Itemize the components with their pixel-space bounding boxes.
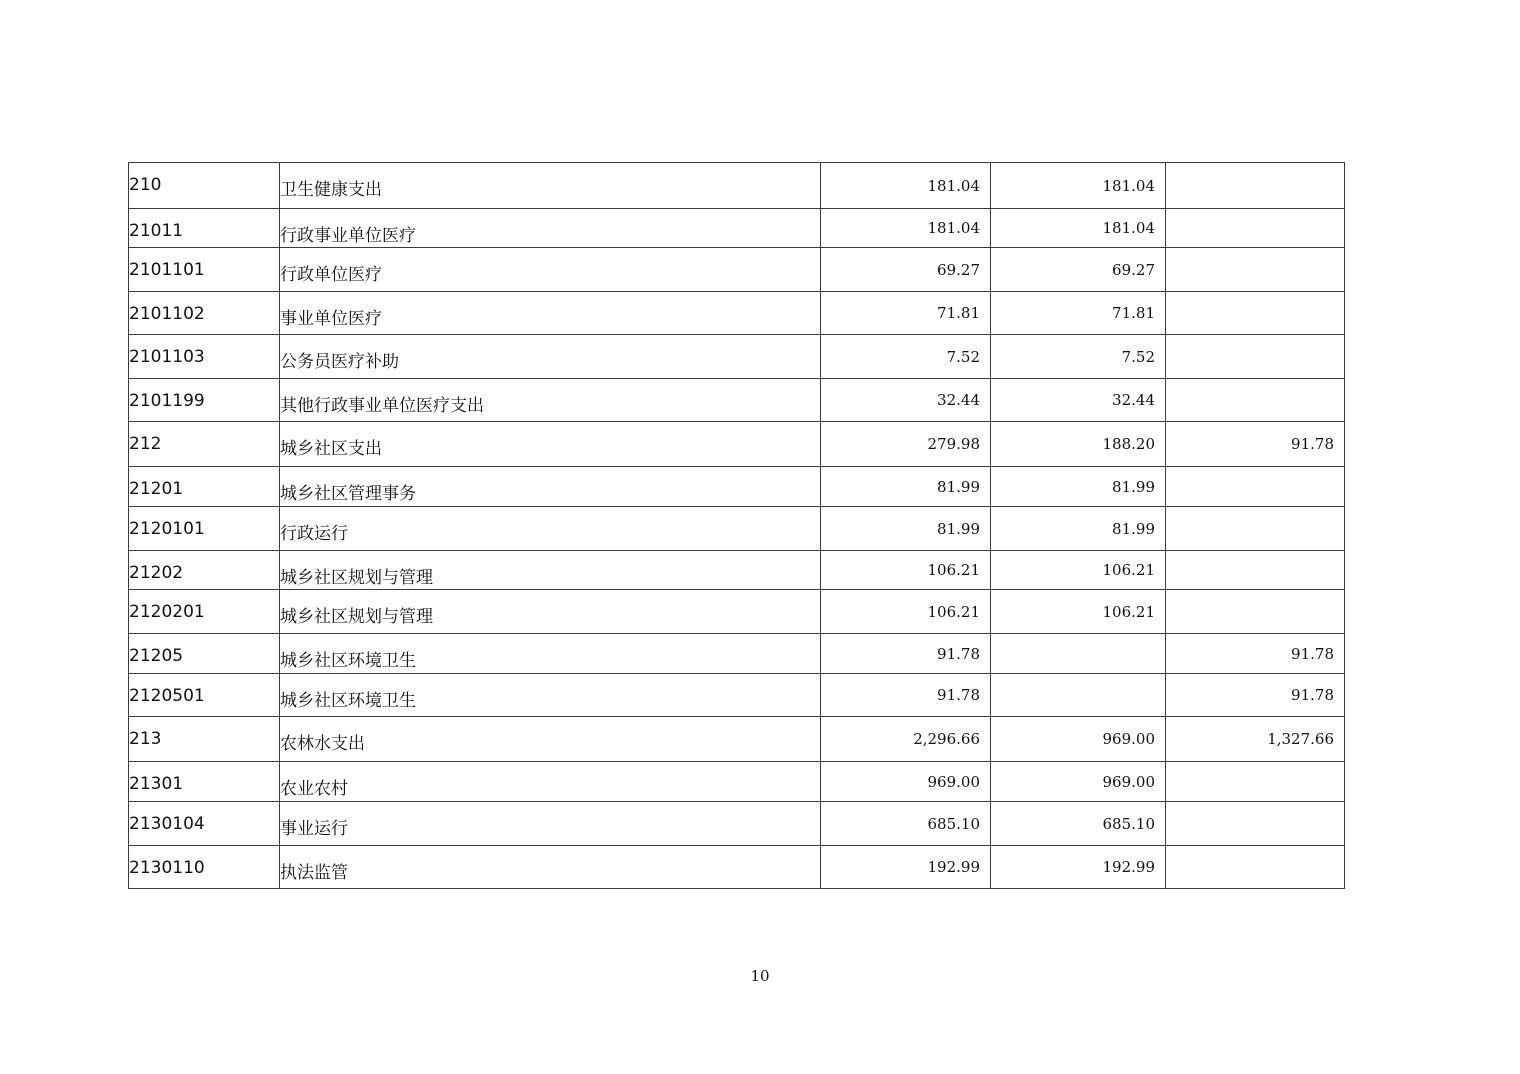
total-cell: 91.78: [821, 634, 991, 674]
total-cell: 279.98: [821, 422, 991, 467]
table-row: [129, 467, 1345, 507]
name-cell: 城乡社区规划与管理: [280, 590, 821, 634]
name-cell: 事业运行: [280, 802, 821, 846]
project-cell: 91.78: [1166, 674, 1345, 717]
table-row: [129, 551, 1345, 590]
total-cell: 181.04: [821, 163, 991, 209]
basic-cell: 181.04: [991, 163, 1166, 209]
total-cell: 181.04: [821, 209, 991, 248]
total-cell: 7.52: [821, 335, 991, 379]
project-cell: [1166, 248, 1345, 292]
basic-cell: 969.00: [991, 717, 1166, 762]
project-cell: [1166, 846, 1345, 889]
name-cell: 城乡社区环境卫生: [280, 674, 821, 717]
project-cell: 1,327.66: [1166, 717, 1345, 762]
basic-cell: 188.20: [991, 422, 1166, 467]
total-cell: 969.00: [821, 762, 991, 802]
name-cell: 城乡社区环境卫生: [280, 634, 821, 674]
code-cell: 213: [129, 717, 280, 762]
basic-cell: [991, 634, 1166, 674]
name-cell: 其他行政事业单位医疗支出: [280, 379, 821, 422]
total-cell: 32.44: [821, 379, 991, 422]
total-cell: 81.99: [821, 507, 991, 551]
name-cell: 卫生健康支出: [280, 163, 821, 209]
name-cell: 事业单位医疗: [280, 292, 821, 335]
project-cell: [1166, 467, 1345, 507]
total-cell: 71.81: [821, 292, 991, 335]
total-cell: 69.27: [821, 248, 991, 292]
table-row: [129, 590, 1345, 634]
table-body: [129, 163, 1345, 889]
project-cell: [1166, 802, 1345, 846]
basic-cell: 81.99: [991, 507, 1166, 551]
code-cell: 2130110: [129, 846, 280, 889]
code-cell: 21202: [129, 551, 280, 590]
project-cell: [1166, 209, 1345, 248]
code-cell: 2101101: [129, 248, 280, 292]
table-row: [129, 802, 1345, 846]
code-cell: 2101102: [129, 292, 280, 335]
table-row: [129, 209, 1345, 248]
page-number: 10: [750, 967, 770, 985]
table-row: [129, 163, 1345, 209]
budget-table: [128, 162, 1345, 889]
basic-cell: 685.10: [991, 802, 1166, 846]
code-cell: 2120201: [129, 590, 280, 634]
basic-cell: 7.52: [991, 335, 1166, 379]
basic-cell: 69.27: [991, 248, 1166, 292]
table-row: [129, 762, 1345, 802]
basic-cell: 71.81: [991, 292, 1166, 335]
code-cell: 2130104: [129, 802, 280, 846]
total-cell: 685.10: [821, 802, 991, 846]
name-cell: 城乡社区规划与管理: [280, 551, 821, 590]
name-cell: 执法监管: [280, 846, 821, 889]
total-cell: 81.99: [821, 467, 991, 507]
total-cell: 91.78: [821, 674, 991, 717]
name-cell: 行政单位医疗: [280, 248, 821, 292]
basic-cell: 106.21: [991, 551, 1166, 590]
code-cell: 21301: [129, 762, 280, 802]
project-cell: [1166, 379, 1345, 422]
name-cell: 城乡社区管理事务: [280, 467, 821, 507]
project-cell: [1166, 292, 1345, 335]
code-cell: 2101103: [129, 335, 280, 379]
code-cell: 2101199: [129, 379, 280, 422]
project-cell: 91.78: [1166, 634, 1345, 674]
name-cell: 行政事业单位医疗: [280, 209, 821, 248]
code-cell: 21201: [129, 467, 280, 507]
name-cell: 农业农村: [280, 762, 821, 802]
basic-cell: 181.04: [991, 209, 1166, 248]
basic-cell: 969.00: [991, 762, 1166, 802]
name-cell: 城乡社区支出: [280, 422, 821, 467]
table-row: [129, 846, 1345, 889]
name-cell: 农林水支出: [280, 717, 821, 762]
name-cell: 行政运行: [280, 507, 821, 551]
basic-cell: 192.99: [991, 846, 1166, 889]
project-cell: [1166, 335, 1345, 379]
table-row: [129, 634, 1345, 674]
total-cell: 106.21: [821, 590, 991, 634]
basic-cell: 32.44: [991, 379, 1166, 422]
table-row: [129, 717, 1345, 762]
code-cell: 2120101: [129, 507, 280, 551]
project-cell: [1166, 551, 1345, 590]
total-cell: 106.21: [821, 551, 991, 590]
table-row: [129, 507, 1345, 551]
table-row: [129, 422, 1345, 467]
code-cell: 2120501: [129, 674, 280, 717]
table-row: [129, 335, 1345, 379]
code-cell: 212: [129, 422, 280, 467]
basic-cell: [991, 674, 1166, 717]
project-cell: [1166, 163, 1345, 209]
table-row: [129, 379, 1345, 422]
basic-cell: 81.99: [991, 467, 1166, 507]
project-cell: [1166, 762, 1345, 802]
table-row: [129, 674, 1345, 717]
code-cell: 21205: [129, 634, 280, 674]
total-cell: 2,296.66: [821, 717, 991, 762]
table-row: [129, 248, 1345, 292]
code-cell: 21011: [129, 209, 280, 248]
table-row: [129, 292, 1345, 335]
name-cell: 公务员医疗补助: [280, 335, 821, 379]
project-cell: 91.78: [1166, 422, 1345, 467]
project-cell: [1166, 507, 1345, 551]
basic-cell: 106.21: [991, 590, 1166, 634]
project-cell: [1166, 590, 1345, 634]
code-cell: 210: [129, 163, 280, 209]
total-cell: 192.99: [821, 846, 991, 889]
